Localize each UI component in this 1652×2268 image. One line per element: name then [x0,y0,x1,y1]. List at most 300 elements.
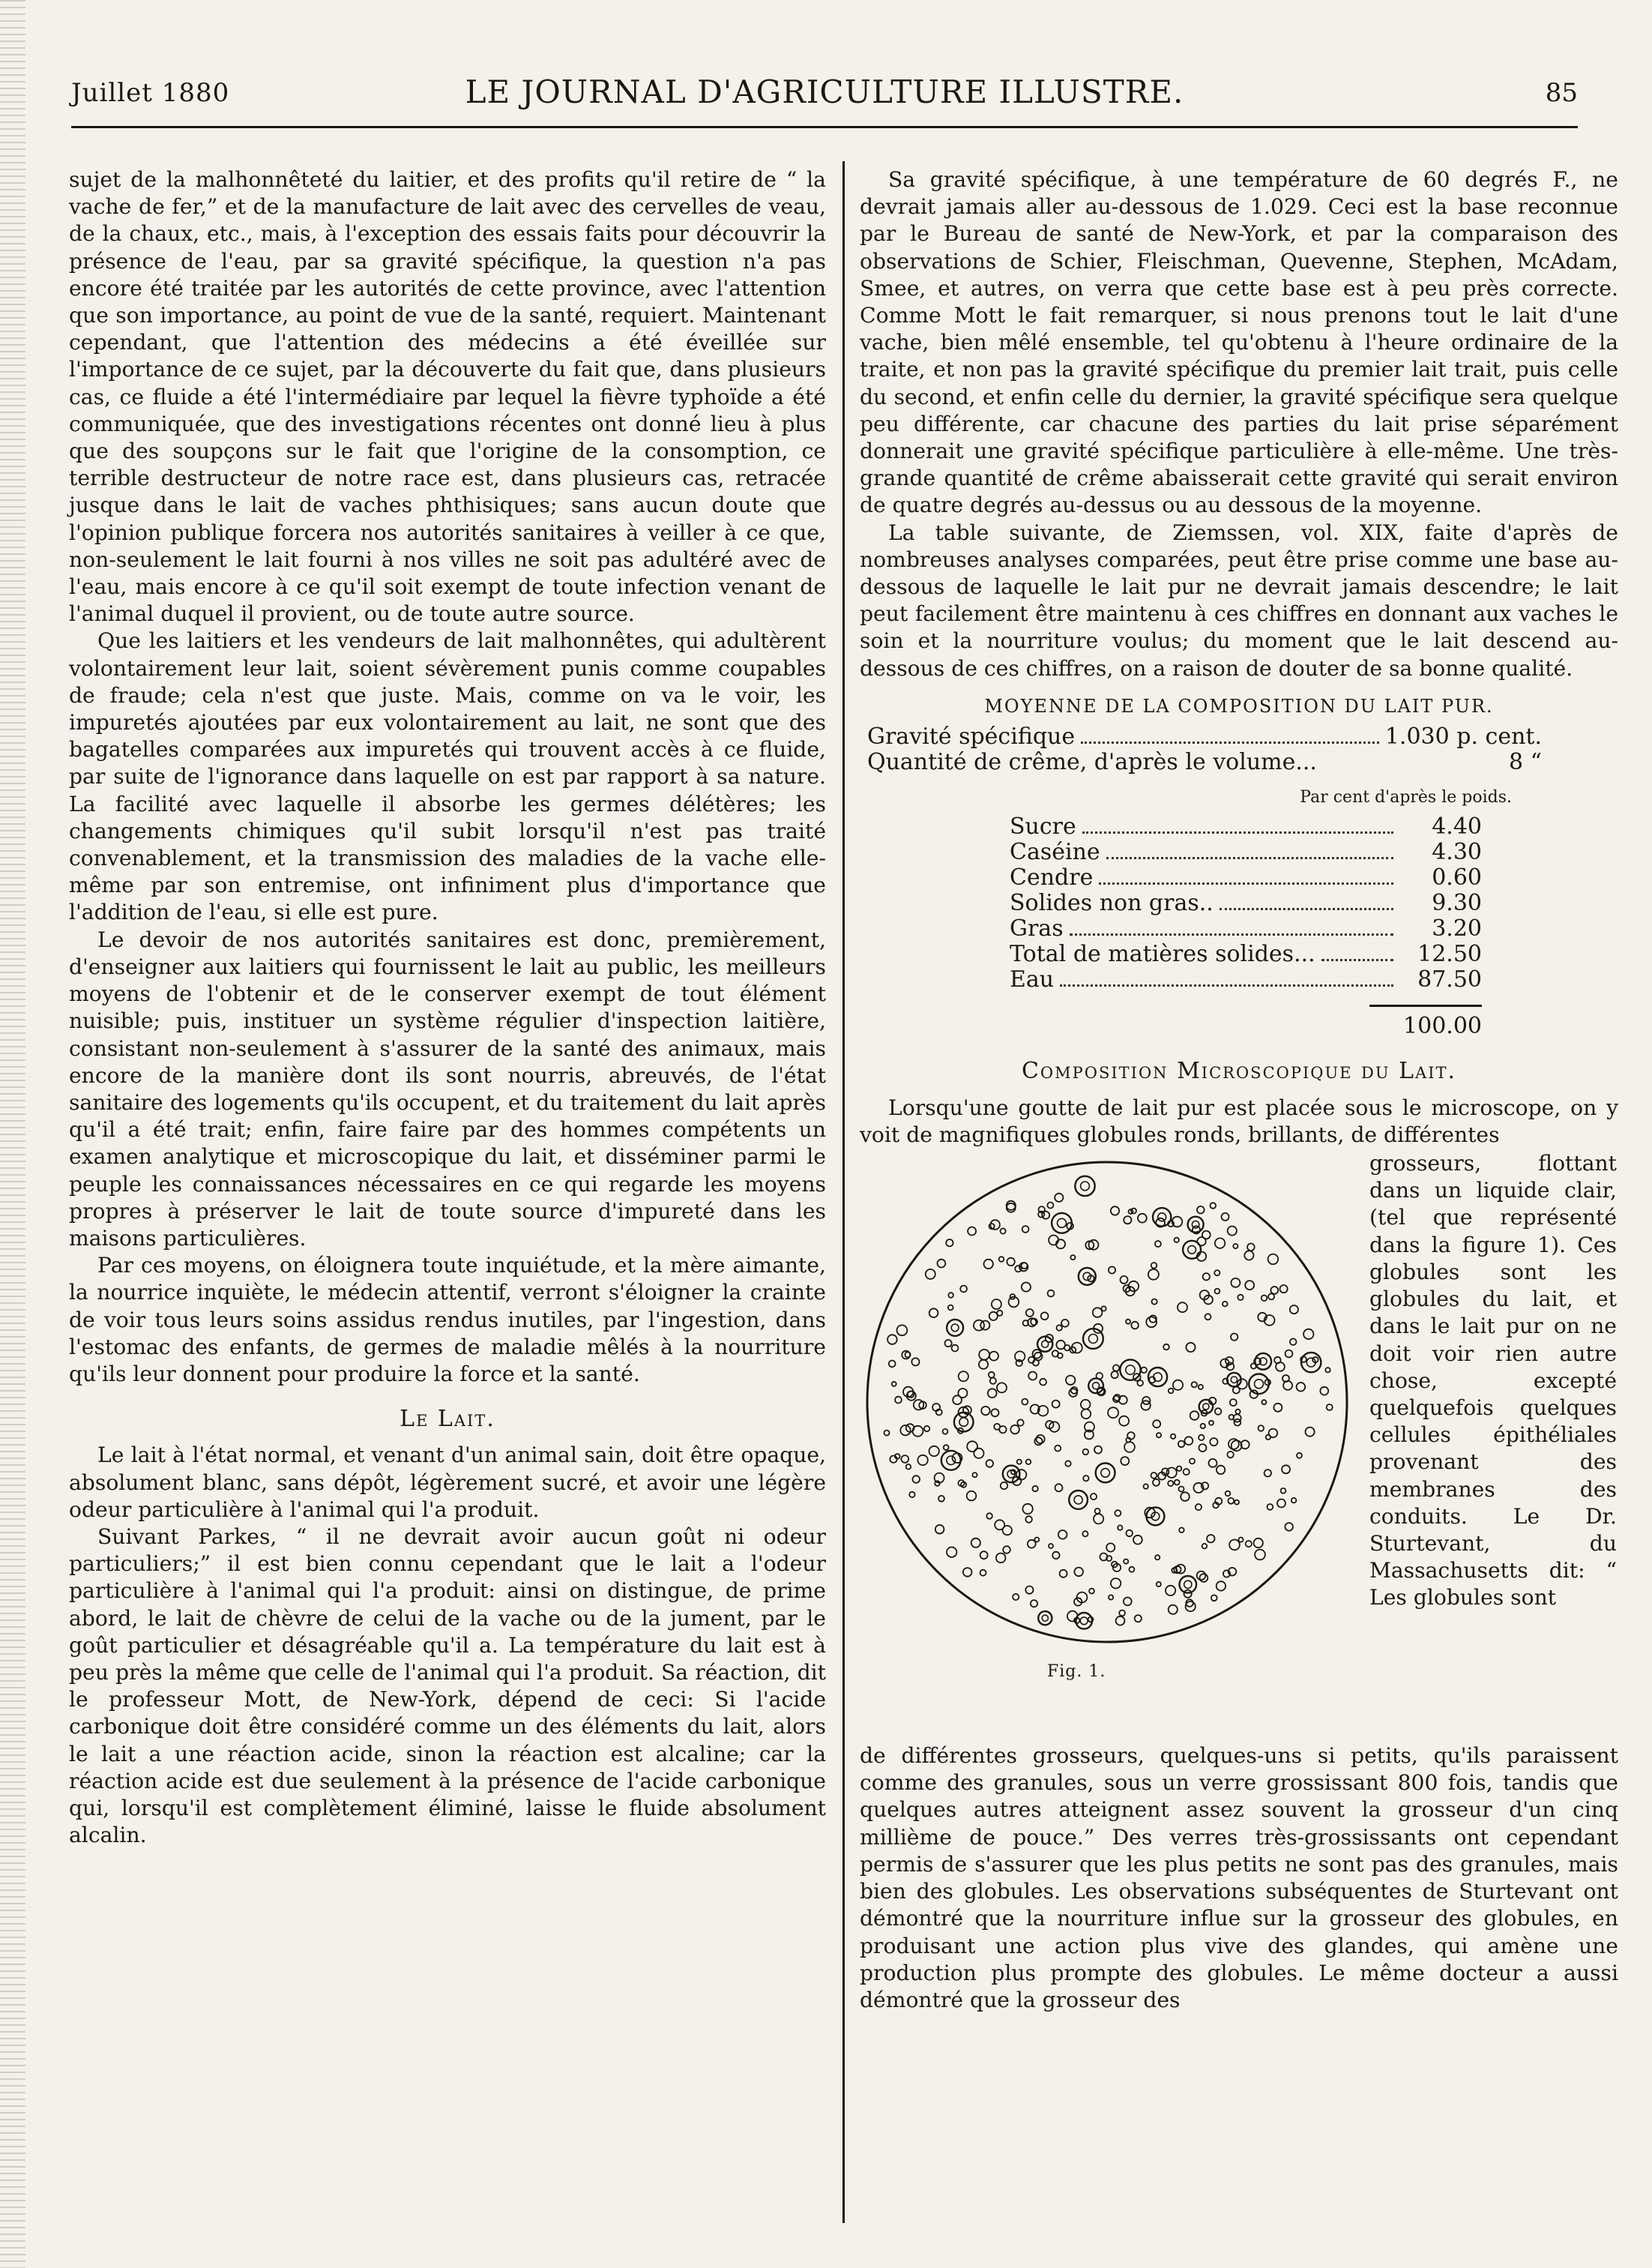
milk-globule [1075,1176,1094,1196]
milk-globule [1261,1400,1266,1404]
milk-globule [1215,1289,1220,1294]
table-row [1010,967,1482,993]
milk-globule [909,1492,914,1497]
milk-globule [938,1260,946,1268]
milk-globule [995,1520,1004,1529]
milk-globule [1094,1446,1102,1454]
table-row [1010,916,1482,942]
milk-globule [1223,1302,1228,1307]
milk-globule [1082,1531,1088,1536]
milk-globule [1215,1238,1225,1248]
milk-globule [1141,1368,1147,1374]
milk-globule [897,1325,908,1335]
milk-globule [1255,1353,1271,1370]
milk-globule [929,1308,938,1317]
milk-globule [1124,1559,1128,1564]
leader-dots [1081,742,1379,744]
row-label: Gravité spécifique [867,724,1076,751]
row-value: 4.40 [1432,813,1482,840]
milk-globule [1146,1507,1164,1525]
milk-globule [980,1551,988,1559]
milk-globule [1057,1325,1062,1330]
milk-globule [1217,1466,1225,1474]
milk-globule [974,1320,984,1331]
milk-globule [1060,1570,1067,1577]
milk-globule [1282,1465,1290,1473]
milk-globule [1048,1290,1055,1297]
milk-globule [1119,1416,1129,1426]
milk-globule [1255,1550,1265,1560]
milk-globule [1166,1586,1175,1595]
milk-globule [1109,1266,1115,1273]
row-label: Gras [1010,915,1064,942]
row-value: 9.30 [1432,890,1482,917]
milk-globule-inner [1203,1404,1209,1410]
milk-globule [1106,1543,1115,1551]
milk-globule [1179,1487,1184,1492]
milk-globule [1129,1567,1134,1572]
milk-globule [1270,1287,1278,1294]
milk-globule [967,1491,977,1501]
milk-globule [972,1473,977,1477]
milk-globule [1157,1582,1161,1586]
milk-globule [986,1513,992,1519]
milk-globule [906,1464,911,1470]
milk-globule [944,1445,949,1450]
milk-globule [1202,1544,1208,1549]
milk-globule [935,1525,944,1534]
milk-globule [979,1350,989,1360]
milk-globule [1207,1535,1214,1542]
milk-globule [1151,1473,1157,1479]
milk-globule [980,1321,989,1330]
milk-globule [889,1361,896,1368]
milk-globule [1281,1488,1286,1494]
paragraph: Lorsqu'une goutte de lait pur est placée sous le microscope, on y voit de magnifiques globules ronds, brillants, de différentes [860,1095,1618,1147]
row-value: 0.60 [1432,864,1482,891]
milk-globule [1076,1613,1092,1629]
milk-globule [1049,1544,1053,1548]
row-label: Eau [1010,966,1055,993]
milk-globule [1144,1484,1148,1488]
milk-globule [1055,1446,1061,1452]
page-number: 85 [1545,78,1578,108]
milk-globule [1097,1373,1103,1380]
milk-globule [1081,1400,1091,1410]
milk-globule [1151,1263,1157,1269]
milk-globule-inner [1042,1615,1048,1621]
table-row [867,724,1542,750]
paragraph: de différentes grosseurs, quelques-uns si petits, qu'ils paraissent comme des granules, sous un verre grossissant 800 fois, tandis que quelques autres atteignent assez souvent la grosseur d'un cinq millième de pouce.” Des verres très-grossissants ont cependant permis de s'assurer que les plus petits ne sont pas des granules, mais bien des globules. Les observations subséquentes de Sturtevant ont démontré que la nourriture influe sur la grosseur des globules, en produisant une action plus vive des glandes, qui amène une production plus prompte des globules. Le même docteur a aussi démontré que la grosseur des [860,1743,1618,2012]
milk-globule [1276,1362,1285,1371]
row-label: Cendre [1010,864,1094,891]
milk-globule [1254,1538,1263,1547]
milk-globule [981,1407,989,1415]
milk-globule [1131,1322,1139,1329]
milk-globule [997,1383,1007,1392]
milk-globule [1088,1378,1103,1393]
milk-globule [959,1371,968,1381]
milk-globule [1227,1452,1233,1458]
milk-globule [948,1305,953,1311]
milk-globule [1038,1611,1052,1625]
milk-globule [1209,1459,1217,1467]
milk-globule [1017,1460,1022,1464]
milk-globule [1067,1611,1078,1622]
milk-globule [895,1397,902,1404]
paragraph: Par ces moyens, on éloignera toute inquiétude, et la mère aimante, la nourrice inquiète, le médecin attentif, verront s'éloigner la crainte de voir tous leurs soins assidus rendus inutiles, par l'ingestion, dans l'estomac des enfants, de germes de maladie mêlés à la nourriture qu'ils leur donnent pour produire la force et la santé. [69,1253,826,1386]
milk-globule [943,1429,948,1434]
milk-globule [1200,1574,1208,1582]
milk-globule-inner [959,1418,968,1427]
row-value: 1.030 p. cent. [1384,724,1542,751]
milk-globule [1196,1504,1202,1510]
milk-globule [887,1335,897,1344]
milk-globule [1177,1467,1181,1471]
milk-globule [1211,1595,1217,1601]
milk-globule [1205,1314,1211,1320]
milk-globule [1096,1464,1115,1483]
section-title-le-lait: Le Lait. [400,1406,495,1433]
milk-globule-inner [1081,1182,1090,1191]
milk-globule [1190,1458,1195,1464]
milk-globule [1118,1525,1122,1529]
leader-dots [1106,857,1393,859]
table-row [867,750,1542,775]
milk-globule-inner [1126,1365,1135,1374]
milk-globule [986,1460,994,1467]
milk-globule [1199,1444,1206,1452]
header-rule [71,126,1578,128]
milk-globule-inner [951,1324,959,1332]
leader-dots [1220,908,1393,910]
milk-globule [1126,1320,1130,1324]
milk-globule [1124,1216,1131,1224]
milk-globule [1022,1399,1028,1405]
milk-globule [1013,1594,1019,1600]
milk-globule [980,1570,986,1576]
milk-globule [1209,1421,1214,1425]
milk-globule [1065,1461,1070,1466]
leader-dots [1099,882,1393,885]
milk-globule [1124,1598,1132,1606]
milk-globule [1116,1616,1125,1625]
milk-globule [1280,1285,1288,1293]
milk-globule [938,1496,944,1502]
milk-globule [1094,1514,1103,1523]
milk-globule [990,1220,1000,1230]
milk-globule [1026,1309,1034,1317]
milk-globule [1214,1270,1220,1275]
milk-globule [913,1476,920,1483]
milk-globule [884,1431,890,1436]
milk-globule [1037,1435,1045,1443]
milk-globule [989,1312,998,1320]
milk-globule [1095,1509,1100,1514]
milk-globule [1228,1498,1234,1504]
milk-globule [1069,1491,1088,1509]
milk-globule [1285,1523,1293,1531]
milk-globule [1082,1410,1091,1419]
milk-globule [1238,1538,1243,1542]
milk-globule [946,1239,953,1246]
milk-globule [1217,1581,1226,1590]
milk-globule [941,1451,961,1470]
milk-globule [1007,1203,1016,1212]
row-label: Solides non gras.. [1010,890,1214,917]
milk-globule [1179,1528,1184,1533]
milk-globule [1168,1481,1173,1486]
milk-globule [984,1260,993,1269]
milk-globule [900,1425,910,1435]
milk-globule [1297,1383,1306,1392]
milk-globule [988,1389,997,1398]
milk-globule [954,1413,974,1432]
milk-globule [999,1257,1004,1262]
milk-globule [1233,1244,1238,1248]
milk-globule [892,1382,896,1386]
composition-summary-rows [867,724,1542,775]
milk-globule [1226,1491,1231,1497]
page-header [71,73,1578,118]
milk-globule [1222,1213,1229,1221]
paragraph: Que les laitiers et les vendeurs de lait malhonnêtes, qui adultèrent volontairement leur lait, soient sévèrement punis comme coupables de fraude; cela n'est que juste. Mais, comme on va le voir, les impuretés ajoutées par eux volontairement au lait, ne sont que des bagatelles comparées aux impuretés qui trouvent accès à ce fluide, par suite de l'ignorance dans laquelle on est par rapport à sa nature. La facilité avec laquelle il absorbe les germes délétères; les changements chimiques qu'il subit lorsqu'il n'est pas traité convenablement, et la transmission des maladies de la vache elle-même par son entremise, ont infiniment plus d'importance que l'addition de l'eau, si elle est pure. [69,628,826,925]
milk-globule [1192,1382,1197,1387]
milk-globule [1034,1538,1039,1542]
milk-globule [1025,1586,1033,1594]
milk-globule [1003,1546,1010,1553]
milk-globule [997,1311,1002,1316]
leader-dots [1321,959,1393,961]
section-title-microscopique: Composition Microscopique du Lait. [1021,1058,1457,1085]
milk-globule [1173,1380,1183,1390]
milk-globules-figure [860,1155,1354,1649]
milk-globule [1066,1376,1075,1385]
milk-globule-inner [1080,1617,1088,1625]
milk-globule [989,1352,998,1361]
milk-globule [1049,1422,1059,1431]
milk-globule [1210,1438,1217,1446]
milk-globule [1007,1258,1014,1266]
milk-globule [1264,1470,1271,1476]
milk-globule [1184,1590,1192,1598]
row-label: Sucre [1010,813,1076,840]
paragraph: Le devoir de nos autorités sanitaires est donc, premièrement, d'enseigner aux laitiers qui fournissent le lait au public, les meilleurs moyens de l'obtenir et de le conserver exempt de tout élément nuisible; puis, instituer un système régulier d'inspection laitière, consistant non-seulement à s'assurer de la santé des animaux, mais encore de la manière dont ils sont nourris, abreuvés, de l'état sanitaire des logements qu'ils occupent, et du traitement du lait après qu'il a été trait; enfin, faire faire par des hommes compétents un examen analytique et microscopique du lait, et disséminer parmi le peuple les connaissances nécessaires en ce qui regarde les moyens propres à préserver le lait de toute source d'impureté dans les maisons particulières. [69,927,826,1251]
milk-globule [1047,1203,1053,1209]
milk-globule [1285,1350,1293,1358]
milk-globule [1178,1302,1187,1312]
milk-globule [1022,1283,1031,1292]
milk-globule [1126,1530,1133,1537]
figure-block [860,1150,1618,1742]
milk-globule [992,1409,999,1416]
milk-globule [1231,1278,1240,1287]
figure-caption: Fig. 1. [1047,1662,1106,1682]
milk-globule [1083,1329,1103,1349]
milk-globule [1171,1434,1175,1439]
paragraph: La table suivante, de Ziemssen, vol. XIX, faite d'après de nombreuses analyses comparées, peut être prise comme une base au-dessous de laquelle le lait pur ne devrait jamais descendre; le lait peut facilement être maintenu à ces chiffres en donnant aux vaches le soin et la nourriture voulus; du moment que le lait descend au-dessous de ces chiffres, on a raison de douter de sa bonne qualité. [860,520,1618,681]
milk-globule [1148,1269,1159,1280]
milk-globule [945,1340,952,1347]
milk-globule [960,1286,967,1293]
milk-globule-inner [1083,1272,1091,1280]
milk-globule [1201,1424,1205,1428]
milk-globule [1052,1552,1059,1559]
milk-globule [1022,1263,1028,1269]
milk-globule [947,1547,956,1557]
milk-globule [917,1455,927,1465]
milk-globule [1111,1206,1119,1215]
milk-globule [1135,1615,1142,1622]
milk-globule-inner [1255,1380,1264,1389]
row-value: 87.50 [1417,966,1482,993]
milk-globule [1297,1453,1302,1458]
milk-globule [947,1320,963,1336]
milk-globule-inner [1074,1496,1082,1504]
milk-globule [1031,1600,1037,1607]
paragraph: Suivant Parkes, “ il ne devrait avoir aucun goût ni odeur particuliers;” il est bien connu cependant que le lait a l'odeur particulière à l'animal qui l'a produit: ainsi on distingue, de prime abord, le lait de chèvre de celui de la vache ou de la jument, par le goût particulier et désagréable qu'il a. La température du lait est à peu près la même que celle de l'animal qui l'a produit. Sa réaction, dit le professeur Mott, de New-York, dépend de ceci: Si l'acide carbonique doit être considéré comme un des éléments du lait, alors le lait a une réaction acide, sinon la réaction est alcaline; car la réaction acide est due seulement à la présence de l'acide carbonique qui, lorsqu'il est complètement éliminé, laisse le fluide absolument alcalin. [69,1523,826,1848]
milk-globule [1119,1610,1125,1616]
milk-globule [1273,1404,1282,1412]
milk-globule [1261,1296,1267,1302]
milk-globule [1197,1206,1205,1214]
milk-globule [1291,1498,1297,1503]
milk-globule [1064,1345,1070,1350]
milk-globule-inner [1192,1221,1199,1228]
milk-globule [948,1293,953,1298]
journal-title: LE JOURNAL D'AGRICULTURE ILLUSTRE. [465,73,1184,110]
milk-globule [999,1426,1006,1433]
milk-globule [1120,1359,1140,1380]
milk-globule [1235,1500,1239,1505]
milk-globule [1052,1350,1058,1356]
milk-globule [1246,1541,1252,1547]
milk-globule [989,1372,995,1378]
milk-globule [1155,1241,1161,1247]
milk-globule [1109,1595,1113,1599]
milk-globule [1001,1482,1007,1489]
milk-globule [1230,1399,1237,1406]
milk-globule [1113,1365,1119,1371]
table-total: 100.00 [1369,1005,1482,1040]
milk-globule [1049,1236,1058,1245]
milk-globule [967,1441,977,1452]
leader-dots [1070,933,1393,936]
milk-globule [1155,1555,1160,1559]
table-row [1010,865,1482,891]
figure-boundary [867,1162,1347,1642]
milk-globule-inner [1158,1213,1166,1221]
milk-globule [1181,1492,1190,1501]
milk-globule [1089,1589,1094,1594]
row-value: 3.20 [1432,915,1482,942]
milk-globule [1247,1244,1255,1251]
table-row [1010,891,1482,916]
milk-globule [1102,1306,1106,1311]
milk-globule [1277,1500,1285,1508]
milk-globule [1234,1414,1241,1422]
row-label: Total de matières solides... [1010,941,1315,968]
milk-globule [1091,1494,1097,1500]
milk-globule-inner [1088,1335,1097,1344]
table-subheading: Par cent d'après le poids. [1300,788,1512,807]
milk-globule [1055,1484,1063,1491]
milk-globule [1186,1343,1195,1352]
issue-date: Juillet 1880 [71,78,230,108]
milk-globule [1025,1516,1032,1523]
milk-globule [996,1553,1006,1563]
milk-globule [1203,1273,1210,1280]
milk-globule [1058,1530,1067,1539]
milk-globule [1188,1217,1204,1233]
milk-globule [1112,1371,1118,1378]
milk-globule [1229,1540,1240,1550]
milk-globule-inner [1042,1341,1049,1347]
milk-globule [1022,1504,1032,1514]
column-divider [842,161,845,2223]
milk-globule [1026,1460,1031,1465]
milk-globule [1032,1486,1037,1491]
milk-globule [992,1299,1001,1309]
composition-rows [1010,814,1482,993]
milk-globule [1290,1338,1297,1345]
milk-globule-inner [1188,1245,1196,1254]
milk-globule [952,1345,959,1352]
milk-globule [1228,1227,1237,1236]
milk-globule [1245,1281,1254,1290]
milk-globule [901,1455,908,1463]
paragraph: Sa gravité spécifique, à une température de 60 degrés F., ne devrait jamais aller au-dessous de 1.029. Ceci est la base reconnue par le Bureau de santé de New-York, et par la comparaison des observations de Schier, Fleischman, Quevenne, Stephen, McAdam, Smee, et autres, on verra que cette base est à peu près correcte. Comme Mott le fait remarquer, si nous prenons tout le lait d'une vache, bien mêlé ensemble, tel qu'obtenu à l'heure ordinaire de la traite, et non pas la gravité spécifique du premier lait trait, puis celle du second, et enfin celle du dernier, la gravité spécifique sera quelque peu différente, car chacune des parties du lait prise séparément donnerait une gravité spécifique particulière à elle-même. Une très-grande quantité de crême abaisserait cette gravité qui serait environ de quatre degrés au-dessus ou au dessous de la moyenne. [860,167,1618,518]
milk-globule [1070,1255,1075,1260]
row-label: Caséine [1010,839,1100,866]
milk-globule [1290,1305,1298,1314]
leader-dots [1082,831,1393,834]
milk-globule [1115,1510,1121,1516]
milk-globule [1093,1308,1103,1317]
row-value: 4.30 [1432,839,1482,866]
milk-globule [1184,1469,1190,1475]
milk-globule [1016,1470,1026,1479]
milk-globule [1041,1312,1049,1320]
milk-globule [1040,1379,1046,1386]
table-row [1010,840,1482,865]
milk-globule-inner [947,1456,956,1465]
milk-globule [1327,1404,1333,1410]
milk-globule [929,1446,939,1456]
composition-table-title: MOYENNE DE LA COMPOSITION DU LAIT PUR. [984,695,1494,717]
milk-globule [1127,1432,1135,1440]
milk-globule [1175,1480,1180,1485]
row-value: 8 “ [1509,749,1542,776]
figure-wrap-text: grosseurs, flottant dans un liquide clair, (tel que représenté dans la figure 1). Ces globules sont les globules du lait, et dans le lait pur on ne doit voir rien autre chose, excepté quelquefois quelques cellules épithéliales provenant des membranes des conduits. Le Dr. Sturtevant, du Massachusetts dit: “ Les globules sont [1369,1151,1617,1610]
milk-globule [1124,1442,1135,1452]
leader-dots [1060,984,1393,987]
milk-globule-inner [1231,1377,1237,1383]
milk-globule [1199,1435,1204,1440]
milk-globule [1267,1504,1273,1510]
milk-globule [1034,1437,1042,1445]
table-total-wrap [1010,993,1482,1040]
milk-globule [1108,1407,1118,1418]
milk-globule [1001,1228,1006,1233]
milk-globule [1175,1238,1179,1242]
milk-globule [1215,1408,1222,1415]
milk-globule [1138,1214,1147,1223]
milk-globule [1185,1437,1193,1445]
milk-globule-inner [1101,1469,1110,1478]
milk-globule [1163,1344,1169,1350]
milk-globule [990,1378,996,1384]
